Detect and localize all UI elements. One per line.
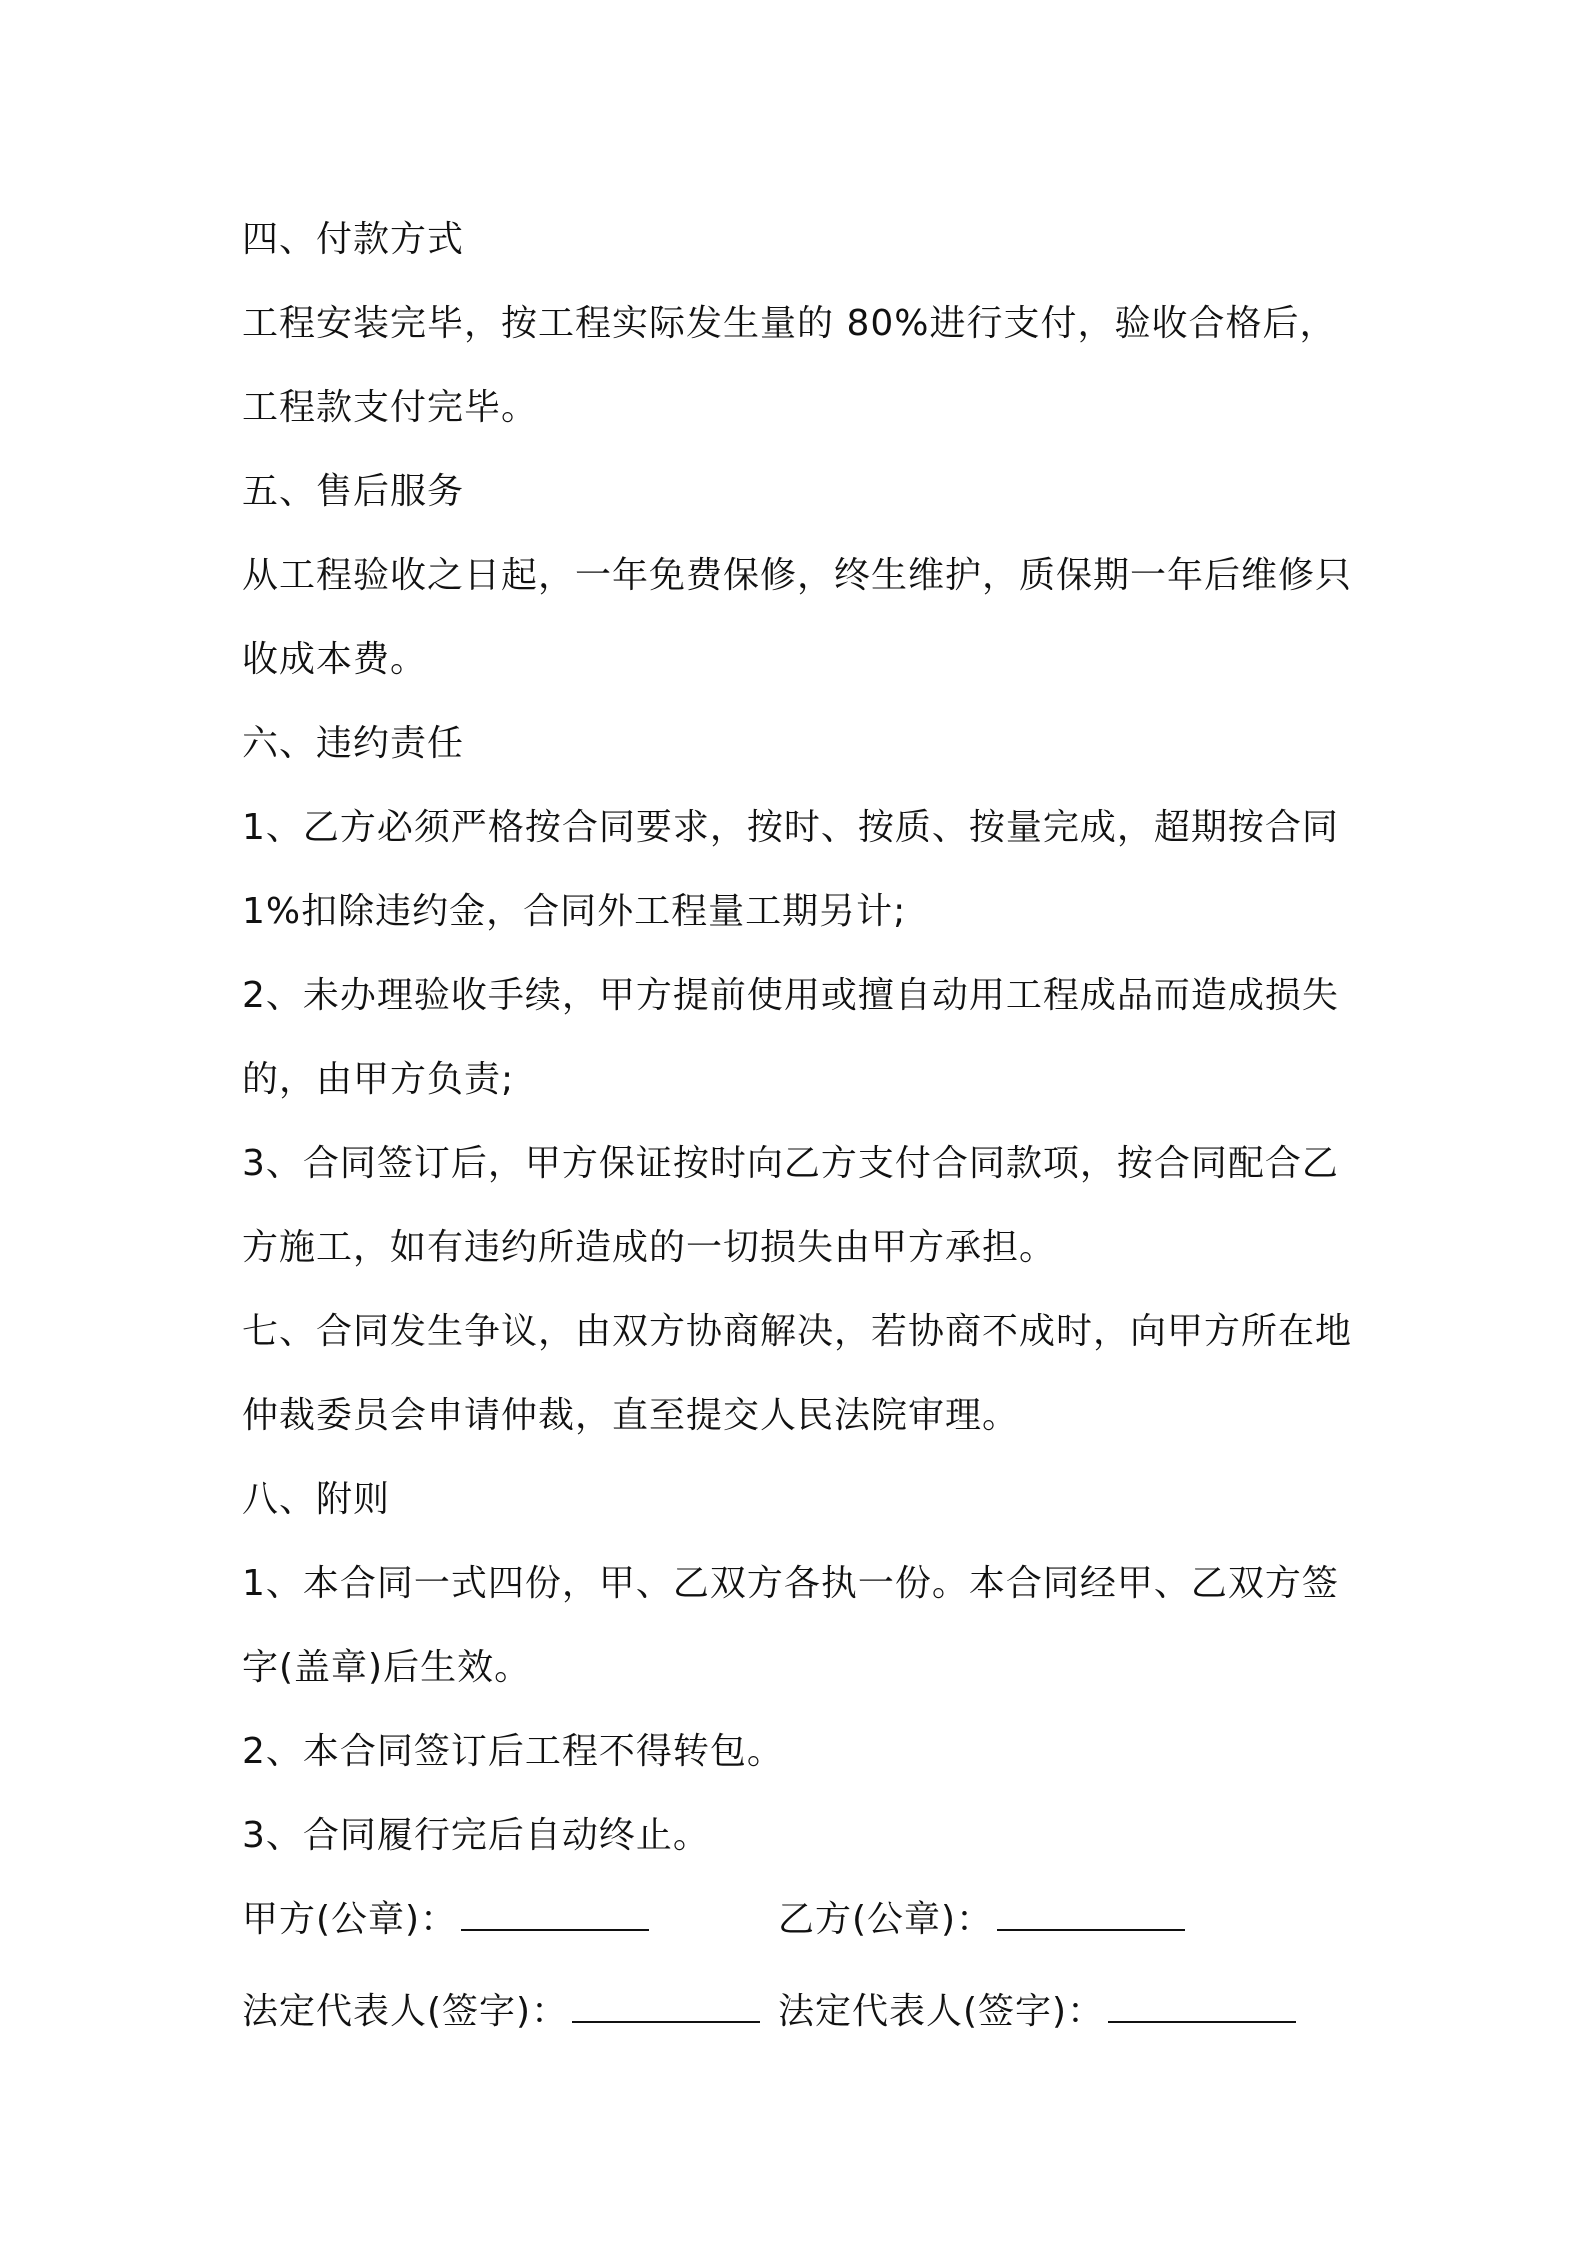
liability-item-line: 方施工，如有违约所造成的一切损失由甲方承担。 <box>242 1227 1057 1268</box>
party-b-rep-label: 法定代表人(签字)： <box>778 1991 1105 2032</box>
supplementary-item-line: 2、本合同签订后工程不得转包。 <box>242 1731 784 1772</box>
signature-row-representative <box>242 1970 1362 2062</box>
contract-body <box>242 198 1362 2062</box>
supplementary-item-line: 1、本合同一式四份，甲、乙双方各执一份。本合同经甲、乙双方签 <box>242 1563 1339 1604</box>
dispute-text-line: 七、合同发生争议，由双方协商解决，若协商不成时，向甲方所在地 <box>242 1311 1353 1352</box>
payment-text-line: 工程款支付完毕。 <box>242 387 539 428</box>
party-b-seal-field <box>778 1878 1185 1962</box>
party-b-seal-label: 乙方(公章)： <box>778 1899 994 1940</box>
payment-text-line: 工程安装完毕，按工程实际发生量的 80%进行支付，验收合格后， <box>242 303 1337 344</box>
liability-item-line: 1%扣除违约金，合同外工程量工期另计; <box>242 891 907 932</box>
supplementary-item-line: 字(盖章)后生效。 <box>242 1647 532 1688</box>
after-sales-text-line: 收成本费。 <box>242 639 428 680</box>
party-a-seal-field <box>242 1878 649 1962</box>
section-heading-after-sales: 五、售后服务 <box>242 471 465 512</box>
liability-item-line: 的，由甲方负责; <box>242 1059 515 1100</box>
section-heading-liability: 六、违约责任 <box>242 723 465 764</box>
supplementary-item-line: 3、合同履行完后自动终止。 <box>242 1815 710 1856</box>
party-a-rep-blank <box>572 1991 760 2023</box>
section-heading-payment: 四、付款方式 <box>242 219 465 260</box>
party-a-seal-label: 甲方(公章)： <box>242 1899 458 1940</box>
liability-item-line: 3、合同签订后，甲方保证按时向乙方支付合同款项，按合同配合乙 <box>242 1143 1339 1184</box>
liability-item-line: 2、未办理验收手续，甲方提前使用或擅自动用工程成品而造成损失 <box>242 975 1339 1016</box>
party-b-rep-field <box>778 1970 1296 2054</box>
party-a-seal-blank <box>461 1899 649 1931</box>
dispute-text-line: 仲裁委员会申请仲裁，直至提交人民法院审理。 <box>242 1395 1020 1436</box>
after-sales-text-line: 从工程验收之日起，一年免费保修，终生维护，质保期一年后维修只 <box>242 555 1353 596</box>
party-a-rep-field <box>242 1970 760 2054</box>
party-a-rep-label: 法定代表人(签字)： <box>242 1991 569 2032</box>
liability-item-line: 1、乙方必须严格按合同要求，按时、按质、按量完成，超期按合同 <box>242 807 1339 848</box>
party-b-rep-blank <box>1108 1991 1296 2023</box>
signature-row-seal <box>242 1878 1362 1970</box>
party-b-seal-blank <box>997 1899 1185 1931</box>
section-heading-supplementary: 八、附则 <box>242 1479 391 1520</box>
